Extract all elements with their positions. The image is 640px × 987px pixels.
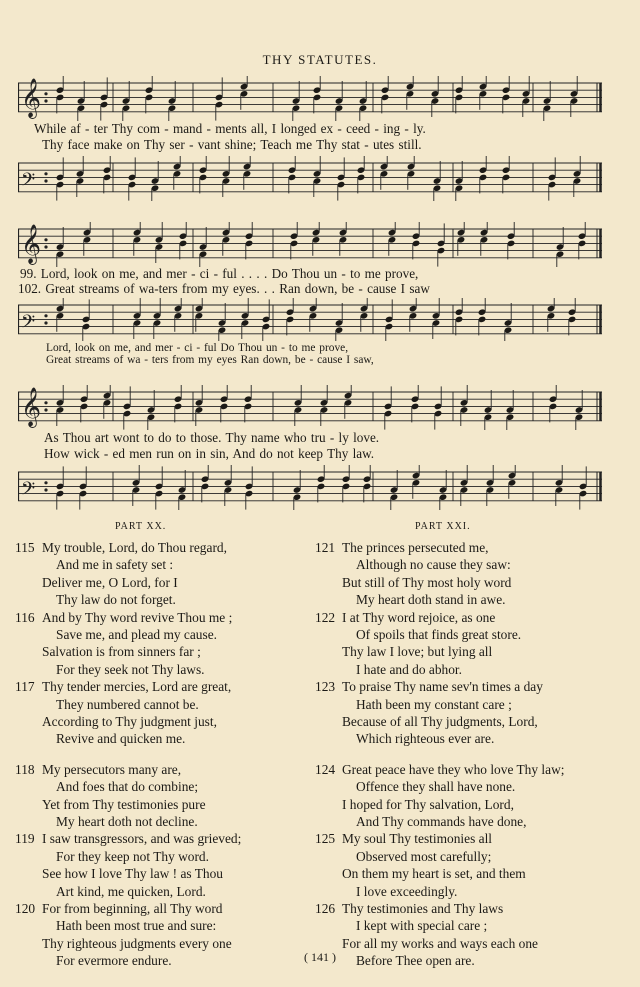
stanza-line-text: I saw transgressors, and was grieved; <box>42 831 242 847</box>
stanza-line: Hath been my constant care ; <box>356 696 512 712</box>
hymn-title: THY STATUTES. <box>262 52 378 67</box>
stanza-line: Deliver me, O Lord, for I <box>42 574 178 590</box>
stanza-line: According to Thy judgment just, <box>42 714 217 729</box>
stanza-line: Which righteous ever are. <box>356 731 495 747</box>
stanza-line: Save me, and plead my cause. <box>56 627 218 642</box>
bass-staff <box>18 298 602 342</box>
stanza-line-text: And by Thy word revive Thou me ; <box>42 609 233 625</box>
treble-staff <box>18 76 602 122</box>
stanza-line: Thy law I love; but lying all <box>342 644 493 660</box>
stanza-first-line <box>315 609 495 626</box>
stanza-line: I hoped for Thy salvation, Lord, <box>342 796 514 812</box>
stanza-line-text: For from beginning, all Thy word <box>42 901 223 916</box>
stanza-first-line <box>315 761 564 778</box>
stanza-line: Salvation is from sinners far ; <box>42 644 201 660</box>
stanza-first-line <box>15 678 231 695</box>
stanza-line-text: My trouble, Lord, do Thou regard, <box>42 540 227 555</box>
lyric-line: 99. Lord, look on me, and mer - ci - ful . . . . Do Thou un - to me prove, <box>20 266 419 281</box>
stanza-line: I hate and do abhor. <box>356 661 462 677</box>
stanza-number: 122 <box>315 609 336 625</box>
stanza-line-text: Thy testimonies and Thy laws <box>342 901 504 916</box>
stanza-line: My heart doth not decline. <box>56 814 198 829</box>
stanza-number: 115 <box>15 540 35 555</box>
lyric-line: While af - ter Thy com - mand - ments all, I longed ex - ceed - ing - ly. <box>34 121 426 136</box>
stanza-number: 119 <box>15 831 35 847</box>
part-heading: PART XX. <box>115 521 167 532</box>
stanza-first-line <box>15 761 181 778</box>
stanza-line: My heart doth stand in awe. <box>356 592 506 608</box>
stanza-line: Thy law do not forget. <box>56 592 176 608</box>
stanza-line-text: Great peace have they who love Thy law; <box>342 761 565 777</box>
stanza-line-text: I at Thy word rejoice, as one <box>342 609 496 625</box>
stanza-line-text: My persecutors many are, <box>42 761 182 777</box>
stanza-line: For all my works and ways each one <box>342 935 538 951</box>
stanza-line: Thy righteous judgments every one <box>42 935 232 951</box>
stanza-line: For evermore endure. <box>56 953 172 969</box>
treble-staff <box>18 385 602 431</box>
stanza-line: Hath been most true and sure: <box>56 918 217 934</box>
stanza-line: And Thy commands have done, <box>356 814 527 829</box>
bass-staff <box>18 465 602 511</box>
stanza-line: I kept with special care ; <box>356 918 488 934</box>
stanza-line: And me in safety set : <box>56 557 174 573</box>
stanza-first-line <box>15 539 227 556</box>
stanza-line: And foes that do combine; <box>56 779 199 795</box>
lyric-line: As Thou art wont to do to those. Thy name who tru - ly love. <box>44 430 380 445</box>
svg-text:𝄞: 𝄞 <box>21 77 42 118</box>
svg-text:𝄢: 𝄢 <box>21 311 36 337</box>
stanza-line: On them my heart is set, and them <box>342 866 526 882</box>
stanza-line: Yet from Thy testimonies pure <box>42 796 206 812</box>
treble-staff <box>18 222 602 268</box>
lyric-line: How wick - ed men run on in sin, And do not keep Thy law. <box>44 446 375 461</box>
svg-text:𝄞: 𝄞 <box>21 223 42 264</box>
stanza-number: 120 <box>15 901 36 916</box>
stanza-first-line <box>315 678 543 695</box>
stanza-line: Revive and quicken me. <box>56 731 186 747</box>
stanza-number: 126 <box>315 901 336 916</box>
svg-text:𝄢: 𝄢 <box>21 478 36 504</box>
stanza-line: Before Thee open are. <box>356 953 475 969</box>
stanza-line: Because of all Thy judgments, Lord, <box>342 714 538 729</box>
stanza-number: 124 <box>315 761 336 777</box>
stanza-line: For they seek not Thy laws. <box>56 661 205 677</box>
lyric-line: Thy face make on Thy ser - vant shine; Teach me Thy stat - utes still. <box>42 137 422 152</box>
stanza-line: Although no cause they saw: <box>356 557 511 573</box>
stanza-line: Of spoils that finds great store. <box>356 627 522 642</box>
stanza-number: 116 <box>15 609 35 625</box>
lyric-line: Great streams of wa - ters from my eyes Ran down, be - cause I saw, <box>46 354 374 366</box>
stanza-line: Observed most carefully; <box>356 848 492 864</box>
stanza-line: See how I love Thy law ! as Thou <box>42 866 223 882</box>
svg-text:𝄢: 𝄢 <box>21 169 36 195</box>
stanza-line: Art kind, me quicken, Lord. <box>56 883 206 899</box>
stanza-first-line <box>315 830 492 847</box>
stanza-line-text: My soul Thy testimonies all <box>342 831 493 847</box>
stanza-first-line <box>315 539 489 556</box>
stanza-line: I love exceedingly. <box>356 883 458 899</box>
stanza-line-text: Thy tender mercies, Lord are great, <box>42 679 232 695</box>
stanza-first-line <box>15 830 241 847</box>
stanza-number: 117 <box>15 679 35 695</box>
lyric-line: Lord, look on me, and mer - ci - ful Do Thou un - to me prove, <box>46 342 349 354</box>
stanza-number: 121 <box>315 540 336 555</box>
part-heading: PART XXI. <box>415 521 471 532</box>
stanza-first-line <box>15 609 232 626</box>
page-number: ( 141 ) <box>304 950 336 964</box>
stanza-line: They numbered cannot be. <box>56 696 199 712</box>
stanza-number: 118 <box>15 761 35 777</box>
stanza-number: 123 <box>315 679 336 695</box>
stanza-line: But still of Thy most holy word <box>342 574 512 590</box>
stanza-first-line <box>15 900 223 917</box>
stanza-first-line <box>315 900 503 917</box>
svg-text:𝄞: 𝄞 <box>21 386 42 427</box>
stanza-line: Offence they shall have none. <box>356 779 516 795</box>
lyric-line: 102. Great streams of wa-ters from my eyes. . . Ran down, be - cause I saw <box>18 281 430 296</box>
stanza-number: 125 <box>315 831 336 847</box>
stanza-line-text: To praise Thy name sev'n times a day <box>342 679 543 695</box>
bass-staff <box>18 156 602 202</box>
stanza-line: For they keep not Thy word. <box>56 848 209 864</box>
stanza-line-text: The princes persecuted me, <box>342 540 489 555</box>
